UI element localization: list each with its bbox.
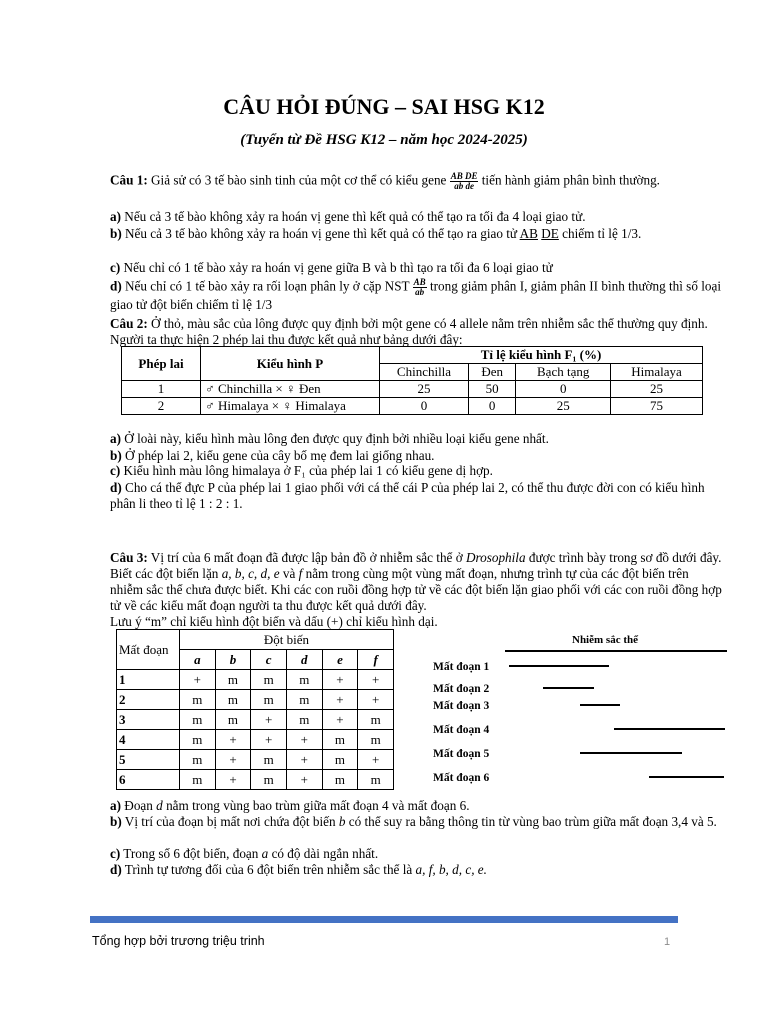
footer-text: Tổng hợp bởi trương triệu trinh — [92, 934, 265, 948]
q1-nst-fraction: $\frac{AB}{ab}$ — [413, 277, 426, 297]
page-number: 1 — [664, 936, 671, 948]
deletion-segment — [580, 704, 620, 706]
deletion-segment — [509, 665, 609, 667]
deletion-segment — [580, 752, 682, 754]
page-subtitle: (Tuyển từ Đề HSG K12 – năm học 2024-2025) — [240, 132, 528, 148]
table-row: 1 + m m m + + — [117, 670, 394, 690]
q3-option-c: c) Trong số 6 đột biến, đoạn a có độ dài ngắn nhất. — [110, 846, 379, 861]
deletion-segment — [649, 776, 724, 778]
page-title: CÂU HỎI ĐÚNG – SAI HSG K12 — [223, 94, 545, 119]
table-row: 1 ♂ Chinchilla × ♀ Đen 25 50 0 25 — [122, 381, 703, 398]
table-row: 4 m + + + m m — [117, 730, 394, 750]
table-row: 2 m m m m + + — [117, 690, 394, 710]
q1-option-b: b) Nếu cả 3 tế bào không xảy ra hoán vị gene thì kết quả có thể tạo ra giao tử AB DE chiếm tỉ lệ 1/3. — [110, 226, 642, 241]
table-row: 2 ♂ Himalaya × ♀ Himalaya 0 0 25 75 — [122, 398, 703, 415]
q1-option-c: c) Nếu chỉ có 1 tế bào xảy ra hoán vị gene giữa B và b thì tạo ra tối đa 6 loại giao tử — [110, 260, 553, 275]
q2-cross-table: Phép lai Kiểu hình P Tỉ lệ kiểu hình F₁ (%) Chinchilla Đen Bạch tạng Himalaya 1 ♂ Chinchilla × ♀ Đen 25 50 0 25 2 ♂ Himalaya × ♀ Himalaya 0 0 25 75 — [121, 346, 703, 415]
deletion-label: Mất đoạn 2 — [433, 683, 490, 695]
q1-option-d: d) Nếu chỉ có 1 tế bào xảy ra rối loạn phân ly ở cặp NST $\frac{AB}{ab}$ trong giảm phân I, giảm phân II bình thường thì số loại giao tử đột biến chiếm tỉ lệ 1/3 — [110, 277, 721, 312]
q1-intro: Câu 1: Giả sử có 3 tế bào sinh tinh của một cơ thể có kiểu gene $\frac{\text{AB DE}}{\text{ab de}}$ tiến hành giảm phân bình thường. — [110, 171, 660, 191]
q3-option-b: b) Vị trí của đoạn bị mất nơi chứa đột biến b có thể suy ra bằng thông tin từ vùng bao trùm giữa mất đoạn 3,4 và 5. — [110, 814, 717, 829]
footer-bar — [90, 916, 678, 923]
q3-option-a: a) Đoạn d nằm trong vùng bao trùm giữa mất đoạn 4 và mất đoạn 6. — [110, 798, 470, 813]
deletion-label: Mất đoạn 3 — [433, 700, 490, 712]
deletion-label: Mất đoạn 6 — [433, 772, 490, 784]
q1-option-a: a) Nếu cả 3 tế bào không xảy ra hoán vị gene thì kết quả có thể tạo ra tối đa 4 loại giao tử. — [110, 209, 586, 224]
deletion-label: Mất đoạn 5 — [433, 748, 490, 760]
table-row: 3 m m + m + m — [117, 710, 394, 730]
table-row: 6 m + m + m m — [117, 770, 394, 790]
chromosome-title: Nhiễm sắc thể — [572, 634, 638, 646]
q3-option-d: d) Trình tự tương đối của 6 đột biến trên nhiễm sắc thể là a, f, b, d, c, e. — [110, 862, 487, 877]
q2-option-b: b) Ở phép lai 2, kiểu gene của cây bố mẹ đem lai giống nhau. — [110, 448, 435, 463]
q2-option-a: a) Ở loài này, kiểu hình màu lông đen được quy định bởi nhiều loại kiểu gene nhất. — [110, 431, 549, 446]
chromosome-line — [505, 650, 727, 652]
deletion-segment — [543, 687, 594, 689]
deletion-label: Mất đoạn 4 — [433, 724, 490, 736]
q2-intro: Câu 2: Ở thỏ, màu sắc của lông được quy định bởi một gene có 4 allele nằm trên nhiễm sắc thể thường quy định. Người ta thực hiện 2 phép lai thu được kết quả như bảng dưới đây: — [110, 316, 708, 347]
q3-note: Lưu ý “m” chỉ kiểu hình đột biến và dấu (+) chỉ kiểu hình dại. — [110, 614, 438, 629]
deletion-label: Mất đoạn 1 — [433, 661, 490, 673]
table-row: 5 m + m + m + — [117, 750, 394, 770]
q1-genotype: $\frac{\text{AB DE}}{\text{ab de}}$ — [450, 171, 478, 191]
q2-option-d: d) Cho cá thể đực P của phép lai 1 giao phối với cá thể cái P của phép lai 2, có thể thu được đời con có kiểu hình phân li theo tỉ lệ 1 : 2 : 1. — [110, 480, 705, 511]
q3-intro: Câu 3: Vị trí của 6 mất đoạn đã được lập bản đồ ở nhiễm sắc thể ở Drosophila được trình bày trong sơ đồ dưới đây. Biết các đột biến lặn a, b, c, d, e và f nằm trong cùng một vùng mất đoạn, nhưng trình tự của các đột biến trên nhiễm sắc thể chưa được biết. Khi các con ruồi đồng hợp tử về các đột biến lặn giao phối với các con ruồi đồng hợp tử về các kiểu mất đoạn người ta thu được kết quả dưới đây. — [110, 550, 722, 613]
deletion-segment — [614, 728, 725, 730]
q1-label: Câu 1: — [110, 172, 148, 188]
q3-deletion-table: Mất đoạn Đột biến a b c d e f 1 + m m m + + 2 m m m m + + 3 m m + m + m 4 m + + + m m 5 m + m + m + 6 m + m + m m — [116, 629, 394, 790]
q2-option-c: c) Kiểu hình màu lông himalaya ở F₁ của phép lai 1 có kiểu gene dị hợp. — [110, 463, 493, 478]
